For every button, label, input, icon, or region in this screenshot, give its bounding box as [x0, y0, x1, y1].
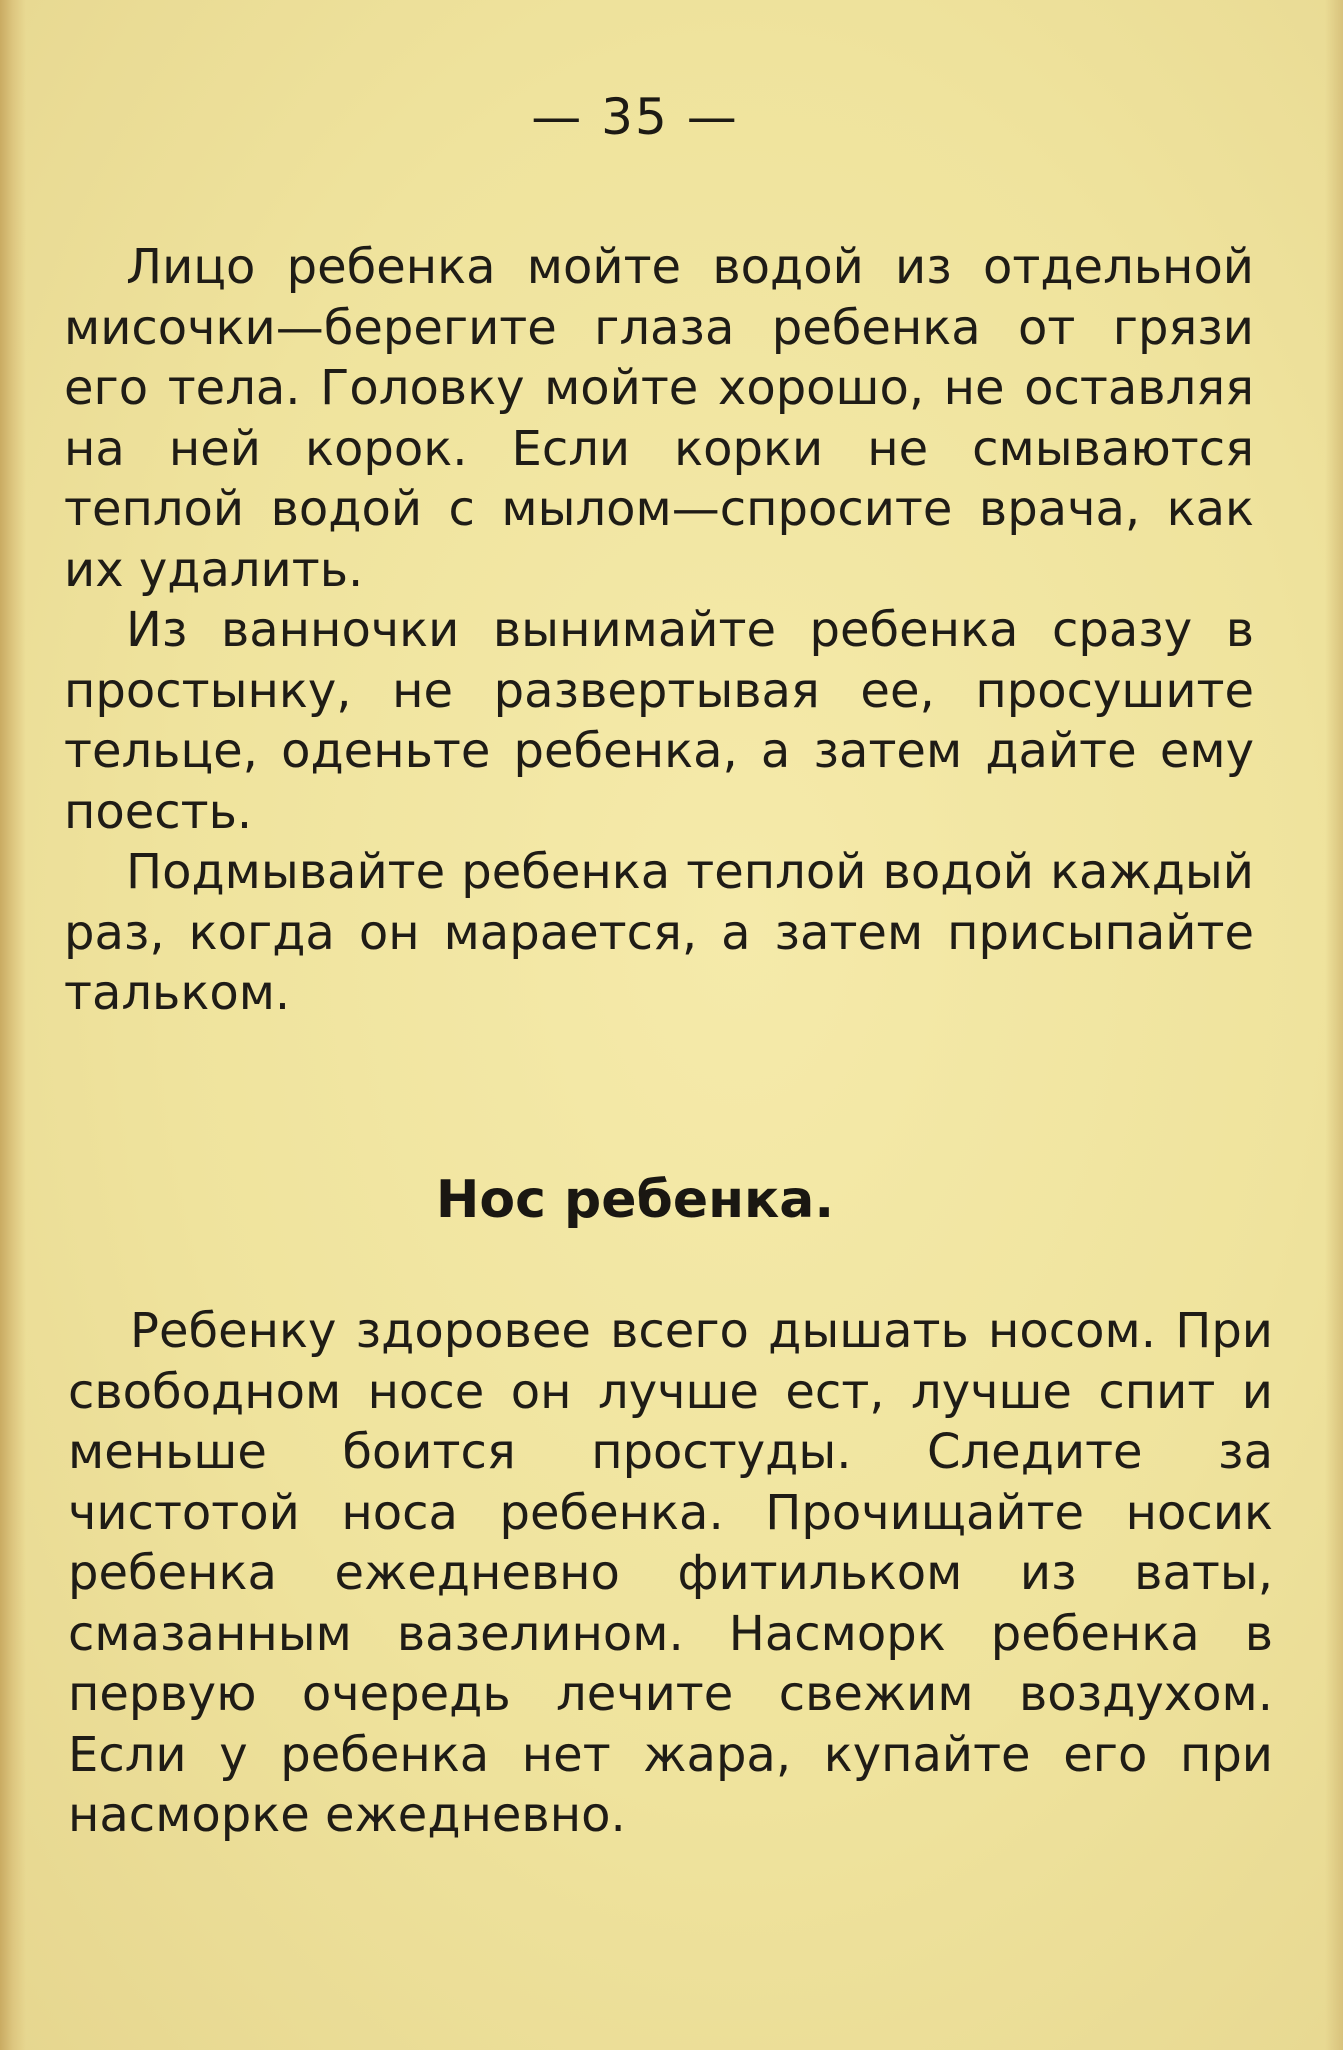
text-block-bathing	[64, 237, 1254, 1024]
section-heading: Нос ребенка.	[435, 1170, 835, 1230]
page-number: — 35 —	[531, 88, 739, 146]
paragraph-washing-baby: Подмывайте ребенка теплой водой каждый раз, когда он марается, а затем присыпайте тальком.	[64, 844, 1254, 1021]
paragraph-nose-care: Ребенку здоровее всего дышать носом. При свободном носе он лучше ест, лучше спит и меньше боится простуды. Следите за чистотой носа ребенка. Прочищайте носик ребенка ежедневно фитильком из ваты, смазанным вазелином. Насморк ребенка в первую очередь лечите свежим воздухом. Если у ребенка нет жара, купайте его при насморке ежедневно.	[68, 1303, 1273, 1843]
text-block-nose	[68, 1301, 1273, 1846]
paragraph-face-washing: Лицо ребенка мойте водой из отдельной мисочки—берегите глаза ребенка от грязи его тела. Головку мойте хорошо, не оставляя на ней корок. Если корки не смываются теплой водой с мылом—спросите врача, как их удалить.	[64, 239, 1254, 598]
paragraph-after-bath: Из ванночки вынимайте ребенка сразу в простынку, не развертывая ее, просушите тельце, оденьте ребенка, а затем дайте ему поесть.	[64, 602, 1254, 840]
